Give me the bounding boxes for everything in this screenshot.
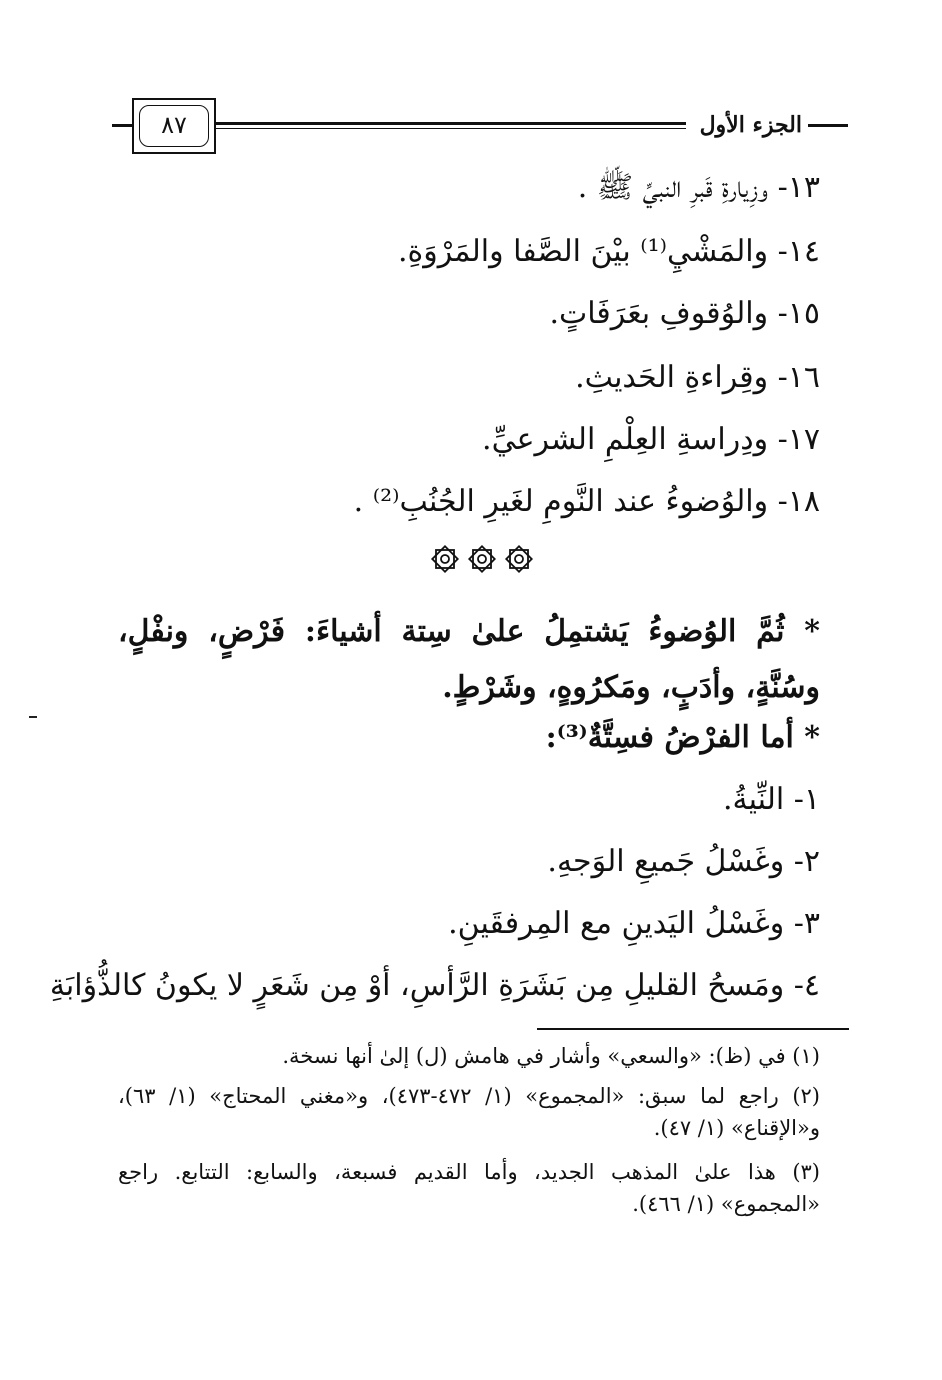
list-item: ١٧- ودِراسةِ العِلْمِ الشرعيِّ. <box>482 422 820 457</box>
list-item: ٤- ومَسحُ القليلِ مِن بَشَرَةِ الرَّأسِ، أوْ مِن شَعَرٍ لا يكونُ كالذُّؤابَةِ <box>49 968 820 1003</box>
header-rule-left <box>112 124 132 127</box>
margin-mark <box>29 716 37 718</box>
header-rule-right <box>808 124 848 127</box>
section-heading: * أما الفرْضُ فسِتَّةٌ⁽³⁾: <box>545 720 820 755</box>
list-item: ١٥- والوُقوفِ بعَرَفَاتٍ. <box>549 296 820 331</box>
list-item: ١٨- والوُضوءُ عند النَّومِ لغَيرِ الجُنُبِ⁽²⁾ . <box>353 484 820 519</box>
octagram-ornament-icon <box>467 544 497 580</box>
octagram-ornament-icon <box>504 544 534 580</box>
running-head: الجزء الأول <box>699 112 802 138</box>
list-item: ١٤- والمَشْيِ⁽¹⁾ بيْنَ الصَّفا والمَرْوَةِ. <box>397 234 820 269</box>
page-number: ٨٧ <box>161 111 187 139</box>
list-item: ١٣- وزِيارةِ قَبرِ النبيِّ ﷺ . <box>577 170 820 205</box>
header-rule-center <box>216 122 686 125</box>
footnote: (٣) هذا علىٰ المذهب الجديد، وأما القديم فسبعة، والسابع: التتابع. راجع «المجموع» (١/ ٤٦٦). <box>118 1160 820 1216</box>
page-number-inner-frame <box>139 105 209 147</box>
footnote: (١) في (ظ): «والسعي» وأشار في هامش (ل) إلىٰ أنها نسخة. <box>282 1044 820 1068</box>
footnote: (٢) راجع لما سبق: «المجموع» (١/ ٤٧٢-٤٧٣)، و«مغني المحتاج» (١/ ٦٣)، و«الإقناع» (١/ ٤٧). <box>118 1084 820 1140</box>
list-item: ١- النِّيةُ. <box>723 782 820 817</box>
list-item: ٢- وغَسْلُ جَميعِ الوَجهِ. <box>547 844 820 879</box>
page-number-frame <box>132 98 216 154</box>
intro-paragraph: * ثُمَّ الوُضوءُ يَشتمِلُ علىٰ سِتة أشياءَ: فَرْضٍ، ونفْلٍ، وسُنَّةٍ، وأدَبٍ، ومَكرُوهٍ، وشَرْطٍ. <box>118 614 820 705</box>
section-divider <box>430 544 534 580</box>
octagram-ornament-icon <box>430 544 460 580</box>
list-item: ٣- وغَسْلُ اليَدينِ مع المِرفقَينِ. <box>448 906 820 941</box>
header-rule-center-thin <box>216 128 686 129</box>
list-item: ١٦- وقِراءةِ الحَديثِ. <box>575 360 820 395</box>
footnote-separator <box>537 1028 849 1030</box>
